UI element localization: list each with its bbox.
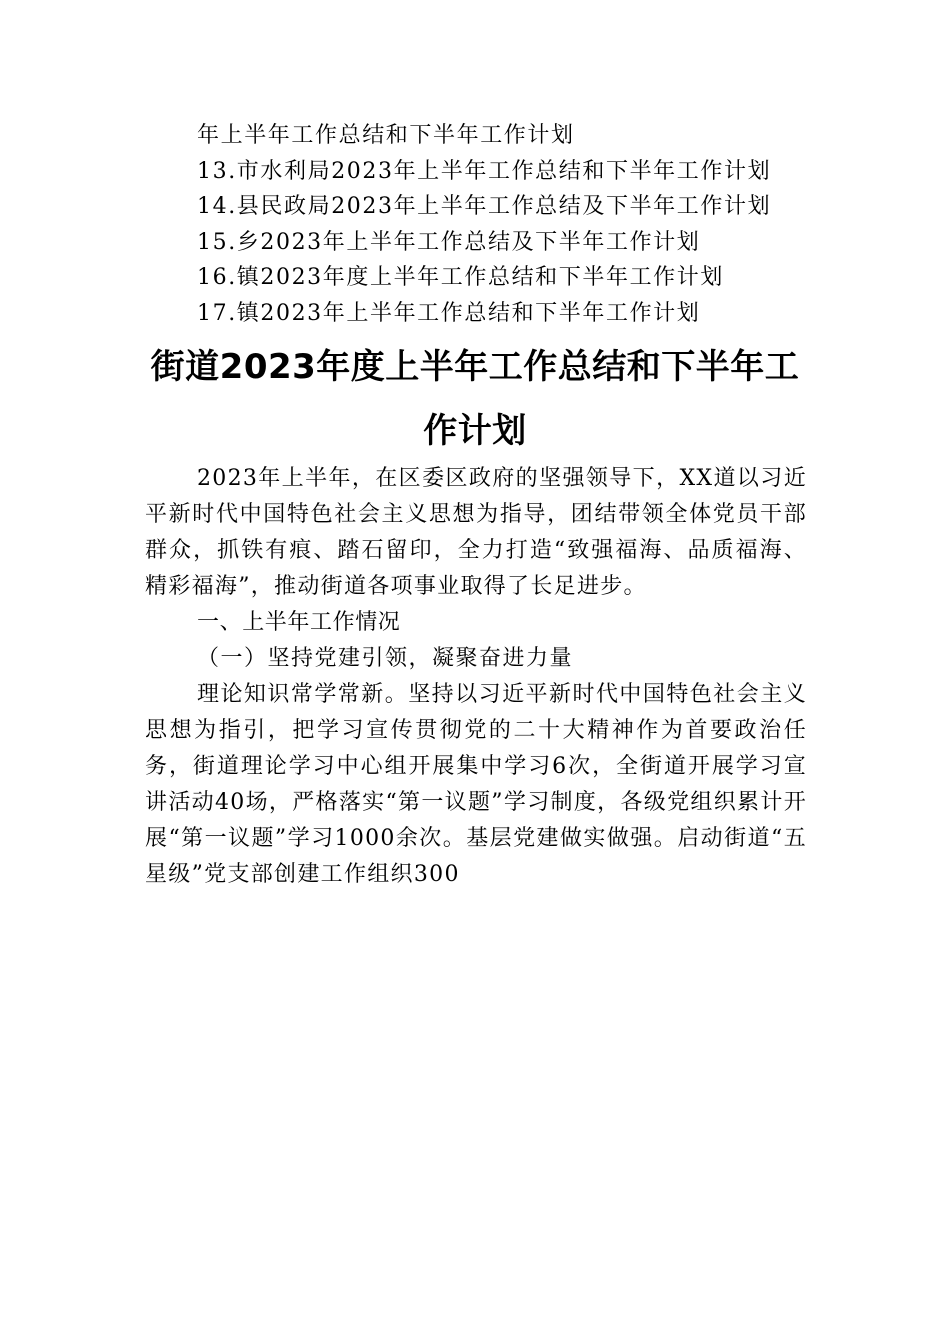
toc-item: 17.镇2023年上半年工作总结和下半年工作计划 (197, 300, 701, 326)
section-heading: 一、上半年工作情况 (197, 610, 401, 635)
subsection-heading: （一）坚持党建引领，凝聚奋进力量 (197, 646, 574, 671)
intro-paragraph: 2023年上半年，在区委区政府的坚强领导下，XX道以习近平新时代中国特色社会主义思想为指导，团结带领全体党员干部群众，抓铁有痕、踏石留印，全力打造“致强福海、品质福海、精彩福海”，推动街道各项事业取得了长足进步。 (145, 466, 807, 599)
toc-item: 13.市水利局2023年上半年工作总结和下半年工作计划 (197, 158, 772, 184)
toc-item: 14.县民政局2023年上半年工作总结及下半年工作计划 (197, 194, 772, 219)
document-body (145, 461, 807, 893)
toc-item: 16.镇2023年度上半年工作总结和下半年工作计划 (197, 265, 724, 290)
document-title: 街道2023年度上半年工作总结和下半年工作计划 (150, 347, 800, 451)
table-of-contents (197, 118, 837, 331)
body-paragraph: 理论知识常学常新。坚持以习近平新时代中国特色社会主义思想为指引，把学习宣传贯彻党的二十大精神作为首要政治任务，街道理论学习中心组开展集中学习6次，全街道开展学习宣讲活动40场，严格落实“第一议题”学习制度，各级党组织累计开展“第一议题”学习1000余次。基层党建做实做强。启动街道“五星级”党支部创建工作组织300 (145, 682, 807, 887)
toc-item: 15.乡2023年上半年工作总结及下半年工作计划 (197, 229, 701, 255)
toc-item: 年上半年工作总结和下半年工作计划 (197, 123, 575, 148)
